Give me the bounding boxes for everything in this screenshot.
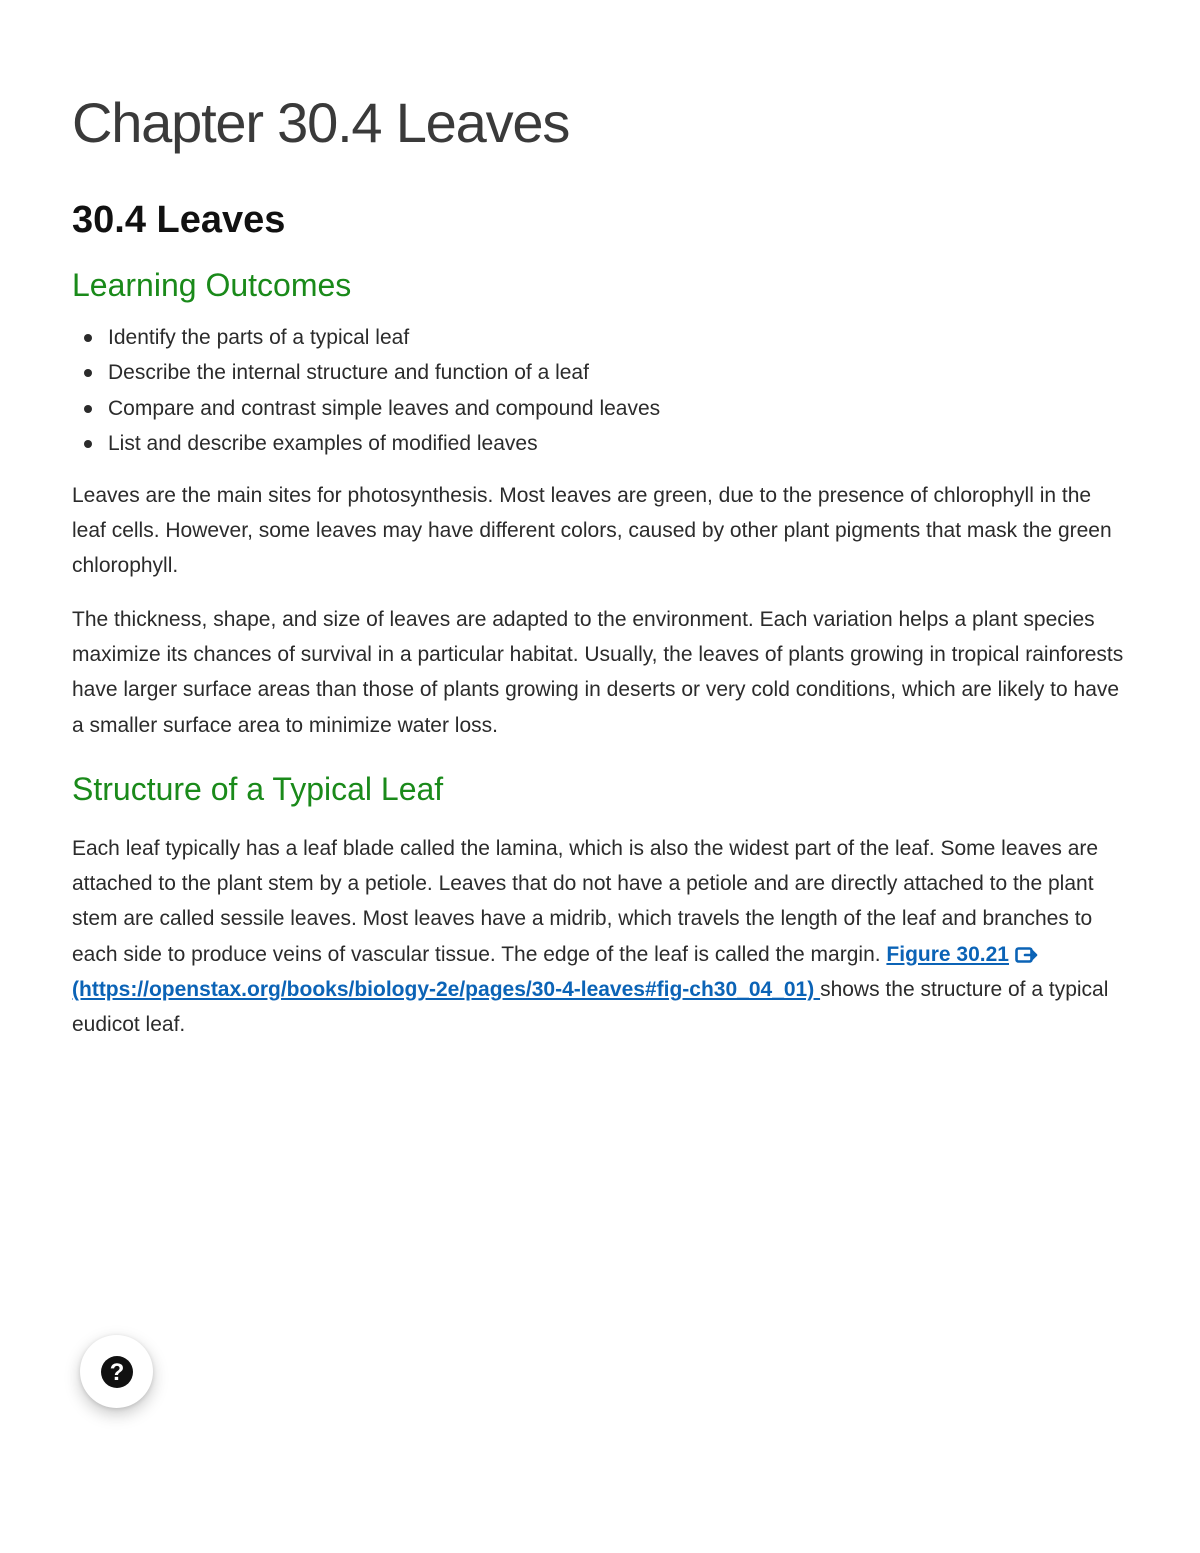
list-item: [72, 355, 1132, 390]
help-button[interactable]: [80, 1335, 153, 1408]
svg-text:?: ?: [109, 1358, 124, 1386]
figure-link-label: Figure 30.21: [886, 942, 1009, 966]
learning-outcomes-heading: Learning Outcomes: [72, 267, 352, 303]
structure-text: Each leaf typically has a leaf blade called the lamina, which is also the widest part of the leaf. Some leaves are attached to the plant stem by a petiole. Leaves that do not have a petiole and are directly attached to the plant stem are called sessile leaves. Most leaves have a midrib, which travels the length of the leaf and branches to each side to produce veins of vascular tissue. The edge of the leaf is called the margin.: [72, 837, 1099, 966]
bullet-icon: [84, 369, 92, 377]
structure-paragraph: [72, 831, 1130, 1042]
list-item: [72, 391, 1132, 426]
question-circle-icon: [100, 1355, 134, 1389]
learning-outcomes-list: [72, 320, 1132, 461]
bullet-icon: [84, 405, 92, 413]
section-title: 30.4 Leaves: [72, 199, 286, 241]
list-item-text: List and describe examples of modified leaves: [108, 431, 538, 455]
list-item-text: Identify the parts of a typical leaf: [108, 326, 410, 349]
page-title: Chapter 30.4 Leaves: [72, 91, 570, 154]
list-item-text: Compare and contrast simple leaves and compound leaves: [108, 396, 661, 420]
structure-heading: Structure of a Typical Leaf: [72, 771, 444, 807]
list-item: [72, 426, 1132, 461]
adaptation-paragraph: The thickness, shape, and size of leaves are adapted to the environment. Each variation helps a plant species maximize its chances of survival in a particular habitat. Usually, the leaves of plants growing in tropical rainforests have larger surface areas than those of plants growing in deserts or very cold conditions, which are likely to have a smaller surface area to minimize water loss.: [72, 608, 1124, 737]
external-link-icon: [1015, 946, 1039, 964]
structure-text-end: shows the structure of a typical eudicot leaf.: [72, 977, 1109, 1037]
list-item-text: Describe the internal structure and function of a leaf: [108, 361, 589, 385]
list-item: [72, 320, 1132, 355]
bullet-icon: [84, 334, 92, 342]
bullet-icon: [84, 440, 92, 448]
intro-paragraph: Leaves are the main sites for photosynthesis. Most leaves are green, due to the presence of chlorophyll in the leaf cells. However, some leaves may have different colors, caused by other plant pigments that mask the green chlorophyll.: [72, 484, 1112, 578]
figure-link-url: (https://openstax.org/books/biology-2e/pages/30-4-leaves#fig-ch30_04_01): [72, 977, 821, 1001]
